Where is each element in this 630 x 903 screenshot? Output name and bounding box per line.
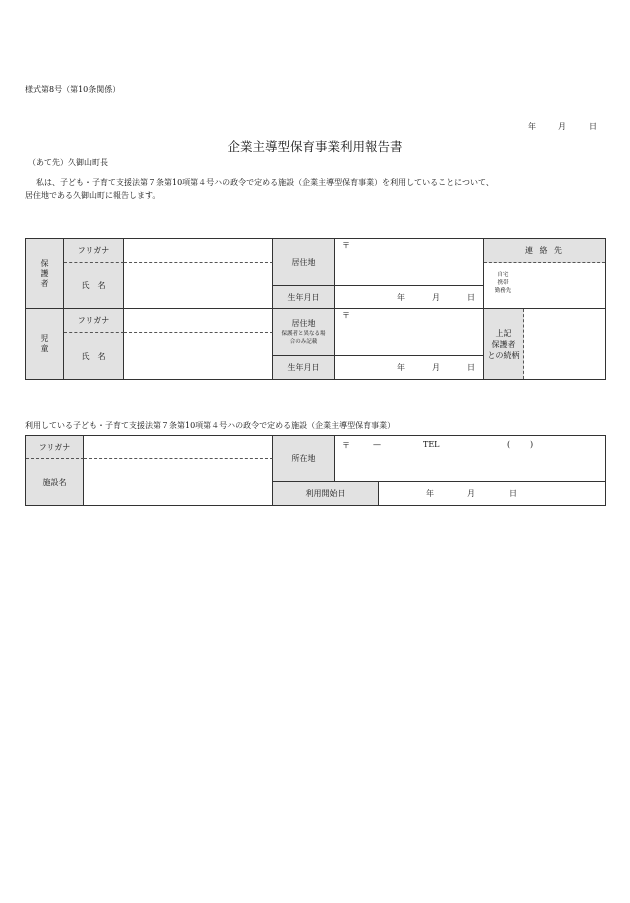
contact-type-work: 勤務先	[494, 288, 512, 294]
guardian-address-field[interactable]	[335, 239, 484, 286]
child-address-label: 居住地	[291, 319, 316, 328]
child-birth-month: 月	[432, 363, 440, 372]
child-name-field[interactable]	[124, 333, 273, 379]
body-text-line2: 居住地である久御山町に報告します。	[25, 191, 161, 200]
facility-name-field[interactable]	[84, 459, 273, 505]
guardian-child-table	[25, 238, 606, 380]
child-label: 児童	[40, 334, 49, 354]
guardian-birth-year: 年	[397, 293, 405, 302]
body-text-line1: 私は、子ども・子育て支援法第７条第10項第４号ハの政令で定める施設（企業主導型保育事業）を利用していることについて、	[36, 178, 494, 187]
child-birthdate-label: 生年月日	[273, 356, 335, 379]
guardian-birth-month: 月	[432, 293, 440, 302]
contact-type-home: 自宅	[497, 272, 509, 278]
guardian-label: 保護者	[40, 258, 49, 289]
relation-label-line1: 上記	[495, 328, 512, 338]
facility-name-label: 施設名	[26, 459, 84, 505]
facility-furigana-field[interactable]	[84, 436, 273, 459]
guardian-birthdate-field[interactable]	[335, 286, 484, 309]
child-address-label-cell	[273, 309, 335, 356]
child-address-field[interactable]	[335, 309, 484, 356]
child-name-label: 氏 名	[64, 333, 124, 379]
child-furigana-field[interactable]	[124, 309, 273, 333]
child-label-cell	[26, 309, 64, 379]
page-title: 企業主導型保育事業利用報告書	[227, 139, 403, 154]
start-date-field[interactable]	[379, 482, 605, 505]
date-year-label: 年	[528, 122, 536, 131]
relation-label-line3: との続柄	[487, 350, 520, 360]
child-address-note: 保護者と異なる場合のみ記載	[281, 331, 326, 345]
child-birth-day: 日	[467, 363, 475, 372]
facility-location-label: 所在地	[273, 436, 335, 482]
guardian-furigana-field[interactable]	[124, 239, 273, 263]
contact-type-mobile: 携帯	[497, 280, 509, 286]
facility-tel-paren-close: )	[530, 440, 534, 449]
facility-postal-mark: 〒	[342, 441, 350, 450]
facility-location-field[interactable]	[335, 436, 605, 482]
facility-postal-dash: —	[373, 440, 381, 449]
contact-header: 連 絡 先	[484, 239, 605, 263]
facility-table	[25, 435, 606, 506]
contact-types	[489, 271, 517, 295]
child-birth-year: 年	[397, 363, 405, 372]
date-day-label: 日	[589, 122, 597, 131]
guardian-birth-day: 日	[467, 293, 475, 302]
start-date-month: 月	[467, 489, 475, 498]
facility-tel-paren-open: (	[507, 440, 511, 449]
guardian-name-label: 氏 名	[64, 263, 124, 309]
guardian-name-field[interactable]	[124, 263, 273, 309]
start-date-day: 日	[509, 489, 517, 498]
date-month-label: 月	[558, 122, 566, 131]
guardian-birthdate-label: 生年月日	[273, 286, 335, 309]
child-postal-mark: 〒	[342, 311, 350, 320]
guardian-address-label: 居住地	[273, 239, 335, 286]
facility-furigana-label: フリガナ	[26, 436, 84, 459]
child-birthdate-field[interactable]	[335, 356, 484, 379]
addressee: （あて先）久御山町長	[28, 158, 108, 167]
start-date-year: 年	[426, 489, 434, 498]
child-furigana-label: フリガナ	[64, 309, 124, 333]
relation-label-line2: 保護者	[491, 339, 516, 349]
guardian-postal-mark: 〒	[342, 241, 350, 250]
contact-field[interactable]	[484, 263, 605, 309]
start-date-label: 利用開始日	[273, 482, 379, 505]
facility-section-heading: 利用している子ども・子育て支援法第７条第10項第４号ハの政令で定める施設（企業主導型保育事業）	[25, 421, 396, 430]
relation-label-cell	[484, 309, 524, 379]
guardian-furigana-label: フリガナ	[64, 239, 124, 263]
form-number: 様式第8号（第10条関係）	[25, 85, 121, 94]
guardian-label-cell	[26, 239, 64, 309]
facility-tel-label: TEL	[423, 440, 440, 449]
relation-field[interactable]	[524, 309, 605, 379]
